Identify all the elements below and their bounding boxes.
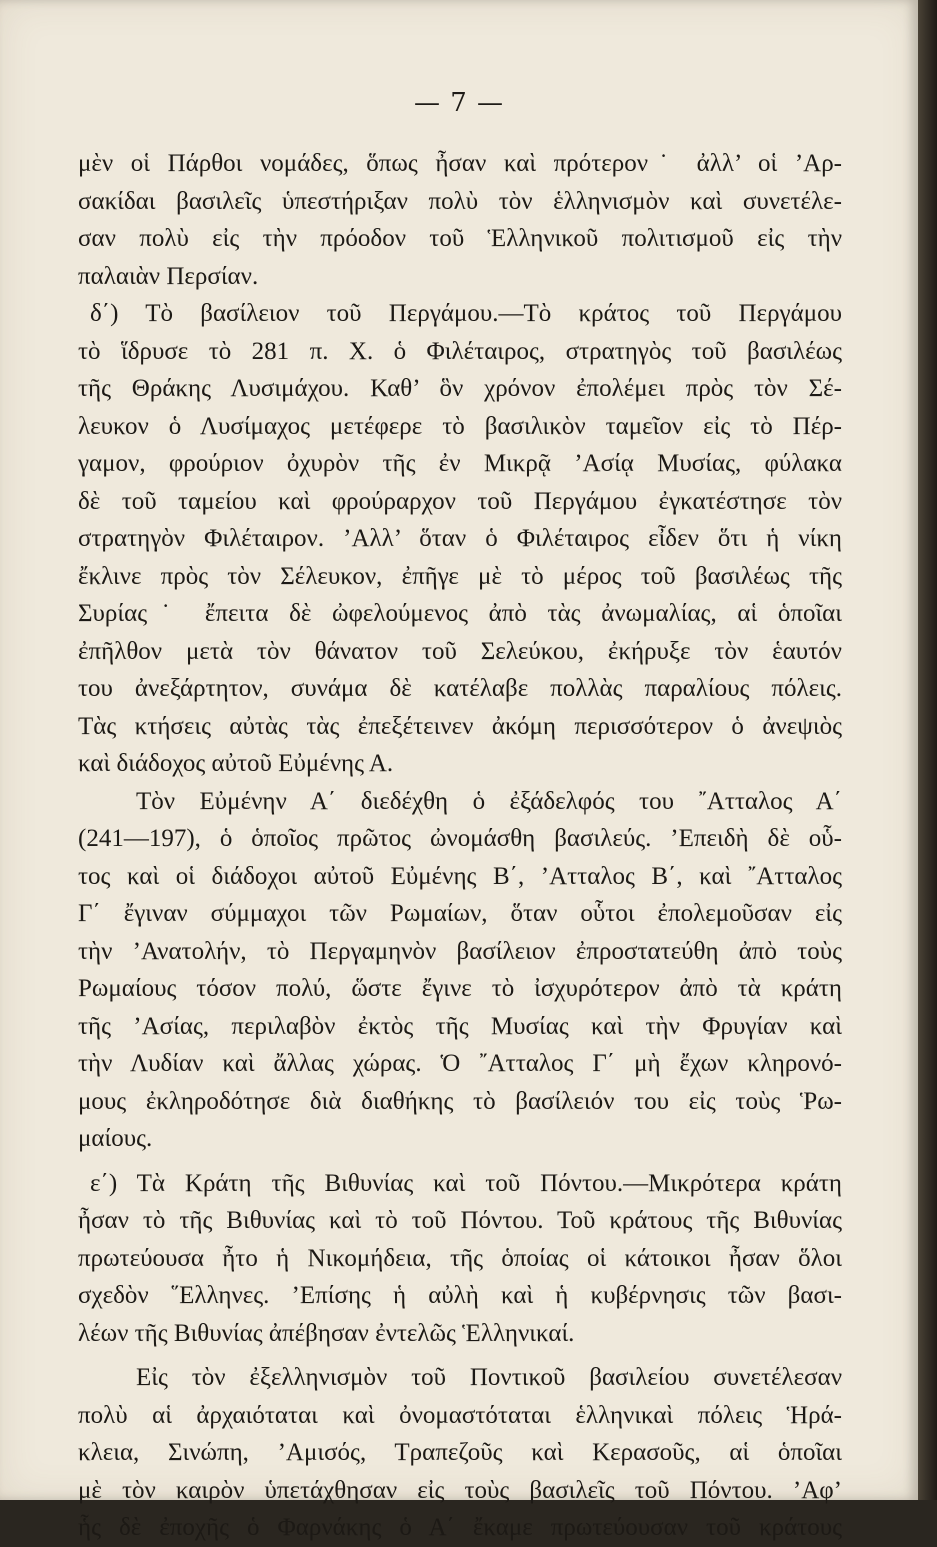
text-line: τῆς Θράκης Λυσιμάχου. Καθ’ ὃν χρόνον ἐπολέμει πρὸς τὸν Σέ- (78, 375, 842, 402)
text-line: τὴν Λυδίαν καὶ ἄλλας χώρας. Ὁ ῎Ατταλος Γ΄ μὴ ἔχων κληρονό- (78, 1050, 842, 1077)
text-line: τὸ ἵδρυσε τὸ 281 π. Χ. ὁ Φιλέταιρος, στρατηγὸς τοῦ βασιλέως (78, 337, 842, 365)
paragraph-start-line: Εἰς τὸν ἐξελληνισμὸν τοῦ Ποντικοῦ βασιλείου συνετέλεσαν (136, 1364, 842, 1391)
text-line: του ἀνεξάρτητον, συνάμα δὲ κατέλαβε πολλὰς παραλίους πόλεις. (78, 675, 842, 702)
book-binding-edge (918, 0, 937, 1500)
page-number: — 7 — (413, 88, 505, 118)
text-line: λευκον ὁ Λυσίμαχος μετέφερε τὸ βασιλικὸν ταμεῖον εἰς τὸ Πέρ- (78, 412, 842, 440)
text-line: ἦσαν τὸ τῆς Βιθυνίας καὶ τὸ τοῦ Πόντου. Τοῦ κράτους τῆς Βιθυνίας (78, 1207, 842, 1234)
text-line: Ρωμαίους τόσον πολύ, ὥστε ἔγινε τὸ ἰσχυρότερον ἀπὸ τὰ κράτη (78, 975, 842, 1002)
text-line: στρατηγὸν Φιλέταιρον. ’Αλλ’ ὅταν ὁ Φιλέταιρος εἶδεν ὅτι ἡ νίκη (78, 525, 842, 552)
text-line: μους ἐκληροδότησε διὰ διαθήκης τὸ βασίλειόν του εἰς τοὺς Ῥω- (78, 1087, 842, 1115)
text-line: καὶ διάδοχος αὐτοῦ Εὐμένης Α. (78, 750, 394, 777)
paragraph-gap (78, 1158, 842, 1165)
paragraph-gap (78, 1352, 842, 1359)
text-line: λέων τῆς Βιθυνίας ἀπέβησαν ἐντελῶς Ἑλληνικαί. (78, 1319, 575, 1347)
text-line: πρωτεύουσα ἦτο ἡ Νικομήδεια, τῆς ὁποίας οἱ κάτοικοι ἦσαν ὅλοι (78, 1244, 842, 1272)
section-heading-line: ε΄) Τὰ Κράτη τῆς Βιθυνίας καὶ τοῦ Πόντου.—Μικρότερα κράτη (90, 1169, 842, 1197)
text-line: μὲν οἱ Πάρθοι νομάδες, ὅπως ἦσαν καὶ πρότερον˙ ἀλλ’ οἱ ’Αρ- (78, 150, 842, 177)
text-line: ἧς δὲ ἐποχῆς ὁ Φαρνάκης ὁ Α΄ ἔκαμε πρωτεύουσαν τοῦ κράτους (78, 1514, 842, 1541)
text-line: μαίους. (78, 1125, 153, 1152)
text-line: δὲ τοῦ ταμείου καὶ φρούραρχον τοῦ Περγάμου ἐγκατέστησε τὸν (78, 487, 842, 515)
text-line: ἐπῆλθον μετὰ τὸν θάνατον τοῦ Σελεύκου, ἐκήρυξε τὸν ἑαυτόν (78, 637, 842, 665)
text-line: γαμον, φρούριον ὀχυρὸν τῆς ἐν Μικρᾷ ’Ασίᾳ Μυσίας, φύλακα (78, 450, 842, 477)
section-heading-line: δ΄) Τὸ βασίλειον τοῦ Περγάμου.—Τὸ κράτος τοῦ Περγάμου (90, 300, 842, 327)
body-text (78, 145, 842, 1547)
text-line: τῆς ’Ασίας, περιλαβὸν ἐκτὸς τῆς Μυσίας καὶ τὴν Φρυγίαν καὶ (78, 1012, 842, 1040)
text-line: ἔκλινε πρὸς τὸν Σέλευκον, ἐπῆγε μὲ τὸ μέρος τοῦ βασιλέως τῆς (78, 562, 842, 590)
text-line: (241—197), ὁ ὁποῖος πρῶτος ὠνομάσθη βασιλεύς. ’Επειδὴ δὲ οὗ- (78, 825, 842, 852)
text-line: τος καὶ οἱ διάδοχοι αὐτοῦ Εὐμένης Β΄, ’Ατταλος Β΄, καὶ ῎Ατταλος (78, 862, 842, 890)
text-line: κλεια, Σινώπη, ’Αμισός, Τραπεζοῦς καὶ Κερασοῦς, αἱ ὁποῖαι (78, 1439, 842, 1466)
paragraph-start-line: Τὸν Εὐμένην Α΄ διεδέχθη ὁ ἐξάδελφός του ῎Ατταλος Α΄ (136, 787, 842, 815)
text-line: σχεδὸν ῞Ελληνες. ’Επίσης ἡ αὐλὴ καὶ ἡ κυβέρνησις τῶν βασι- (78, 1282, 842, 1309)
text-line: παλαιὰν Περσίαν. (78, 262, 259, 290)
text-line: σαν πολὺ εἰς τὴν πρόοδον τοῦ Ἑλληνικοῦ πολιτισμοῦ εἰς τὴν (78, 225, 842, 252)
text-line: μὲ τὸν καιρὸν ὑπετάχθησαν εἰς τοὺς βασιλεῖς τοῦ Πόντου. ’Αφ’ (78, 1476, 842, 1504)
text-line: Γ΄ ἔγιναν σύμμαχοι τῶν Ρωμαίων, ὅταν οὗτοι ἐπολεμοῦσαν εἰς (78, 900, 842, 927)
text-line: σακίδαι βασιλεῖς ὑπεστήριξαν πολὺ τὸν ἑλληνισμὸν καὶ συνετέλε- (78, 187, 842, 215)
text-line: τὴν ’Ανατολήν, τὸ Περγαμηνὸν βασίλειον ἐπροστατεύθη ἀπὸ τοὺς (78, 937, 842, 965)
text-line: πολὺ αἱ ἀρχαιόταται καὶ ὀνομαστόταται ἑλληνικαὶ πόλεις Ἡρά- (78, 1401, 842, 1429)
text-line: Τὰς κτήσεις αὐτὰς τὰς ἐπεξέτεινεν ἀκόμη περισσότερον ὁ ἀνεψιὸς (78, 712, 842, 740)
text-line: Συρίας˙ ἔπειτα δὲ ὠφελούμενος ἀπὸ τὰς ἀνωμαλίας, αἱ ὁποῖαι (78, 600, 842, 627)
